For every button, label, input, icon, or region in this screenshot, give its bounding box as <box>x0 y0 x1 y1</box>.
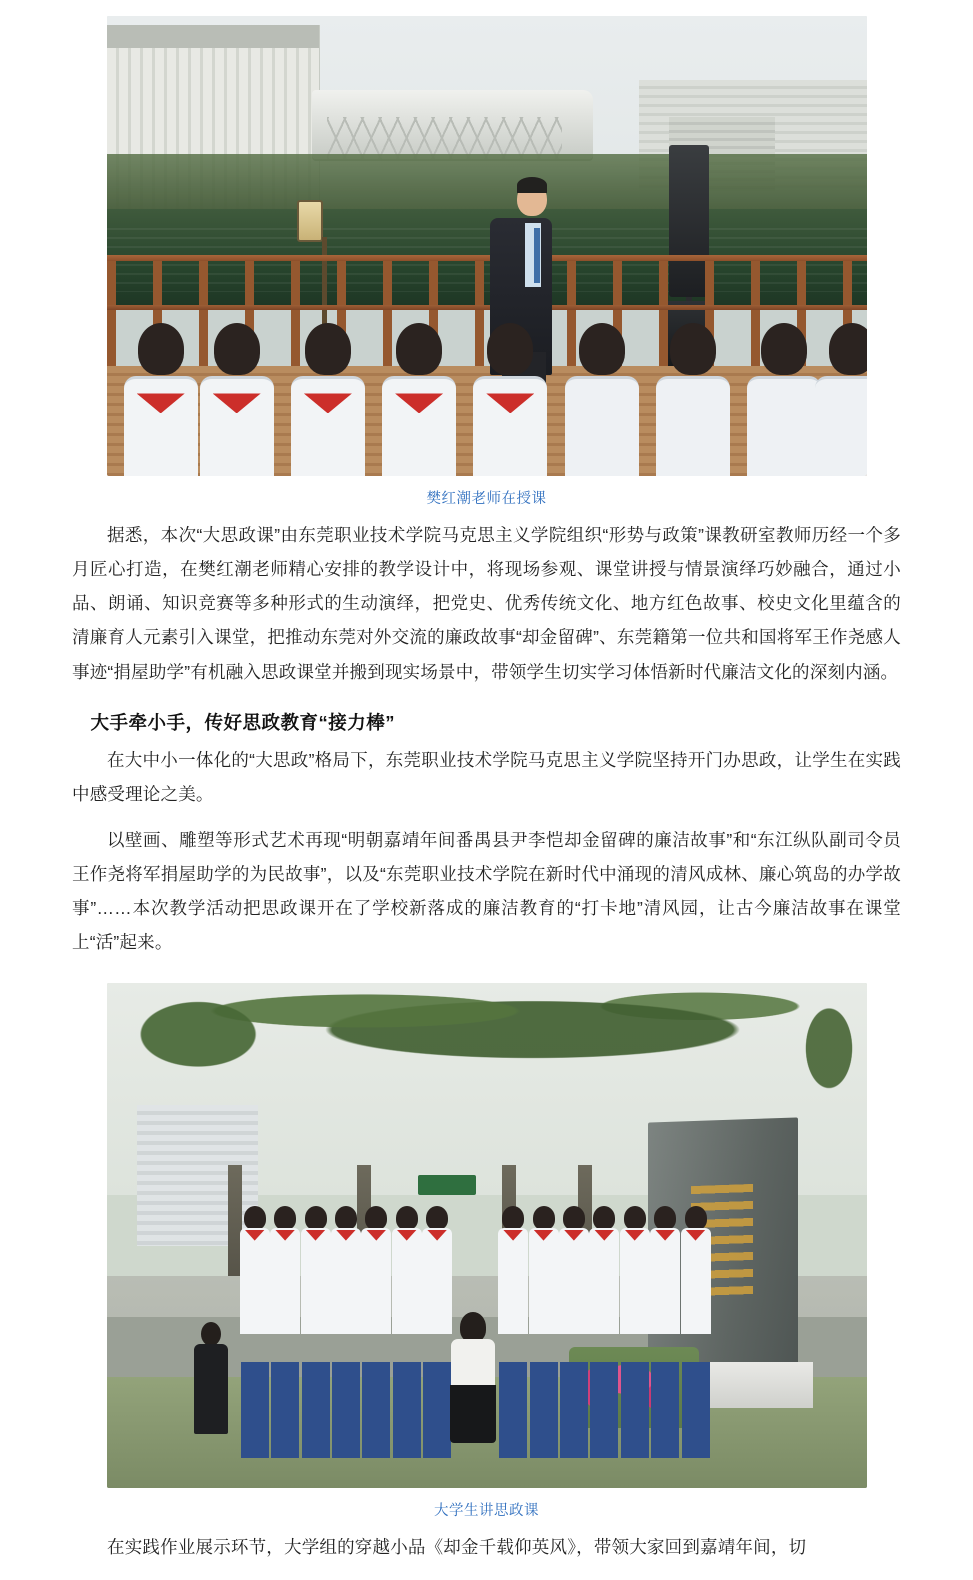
figure-caption-monument: 大学生讲思政课 <box>434 1503 539 1520</box>
paragraph-2: 在大中小一体化的“大思政”格局下，东莞职业技术学院马克思主义学院坚持开门办思政，让学生在实践中感受理论之美。 <box>72 749 901 804</box>
student-figure <box>563 320 641 476</box>
section-heading-1: 大手牵小手，传好思政教育“接力棒” <box>90 711 396 733</box>
railing-top-beam <box>107 255 867 261</box>
teacher-tie <box>534 228 540 283</box>
paragraph-4: 在实践作业展示环节，大学组的穿越小品《却金千载仰英风》，带领大家回到嘉靖年间，切 <box>107 1537 807 1558</box>
student-figure <box>654 320 732 476</box>
student-figure <box>122 320 200 476</box>
spacer <box>0 965 973 983</box>
figure-monument <box>107 983 867 1524</box>
paragraph-3: 以壁画、雕塑等形式艺术再现“明朝嘉靖年间番禺县尹李恺却金留碑的廉洁故事”和“东江纵队副司令员王作尧将军捐屋助学的为民故事”，以及“东莞职业技术学院在新时代中涌现的清风成林、廉心筑岛的办学故事”……本次教学活动把思政课开在了学校新落成的廉洁教育的“打卡地”清风园，让古今廉洁故事在课堂上“活”起来。 <box>72 829 901 953</box>
monument-photo <box>107 983 867 1488</box>
figure-lecture <box>107 16 867 512</box>
student-figure <box>677 1206 715 1459</box>
student-figure <box>745 320 823 476</box>
railing-mid-beam <box>107 305 867 310</box>
lecture-photo <box>107 16 867 476</box>
student-figure <box>813 320 866 476</box>
tree-line <box>107 154 867 209</box>
staff-figure <box>190 1322 232 1438</box>
stadium-truss <box>327 117 563 158</box>
teacher-hair <box>517 177 547 193</box>
student-figure <box>289 320 367 476</box>
figure-caption-lecture: 樊红潮老师在授课 <box>426 491 547 507</box>
student-figure <box>198 320 276 476</box>
student-line <box>107 1206 867 1459</box>
lamp-icon <box>297 200 323 242</box>
direction-sign <box>418 1175 476 1195</box>
student-figure <box>380 320 458 476</box>
building-left-roof <box>107 25 320 48</box>
student-audience <box>107 320 867 476</box>
student-figure <box>471 320 549 476</box>
paragraph-1: 据悉，本次“大思政课”由东莞职业技术学院马克思主义学院组织“形势与政策”课教研室教师历经一个多月匠心打造，在樊红潮老师精心安排的教学设计中，将现场参观、课堂讲授与情景演绎巧妙融合，通过小品、朗诵、知识竞赛等多种形式的生动演绎，把党史、优秀传统文化、地方红色故事、校史文化里蕴含的清廉育人元素引入课堂，把推动东莞对外交流的廉政故事“却金留碑”、东莞籍第一位共和国将军王作尧感人事迹“捐屋助学”有机融入思政课堂并搬到现实场景中，带领学生切实学习体悟新时代廉洁文化的深刻内涵。 <box>72 525 901 682</box>
